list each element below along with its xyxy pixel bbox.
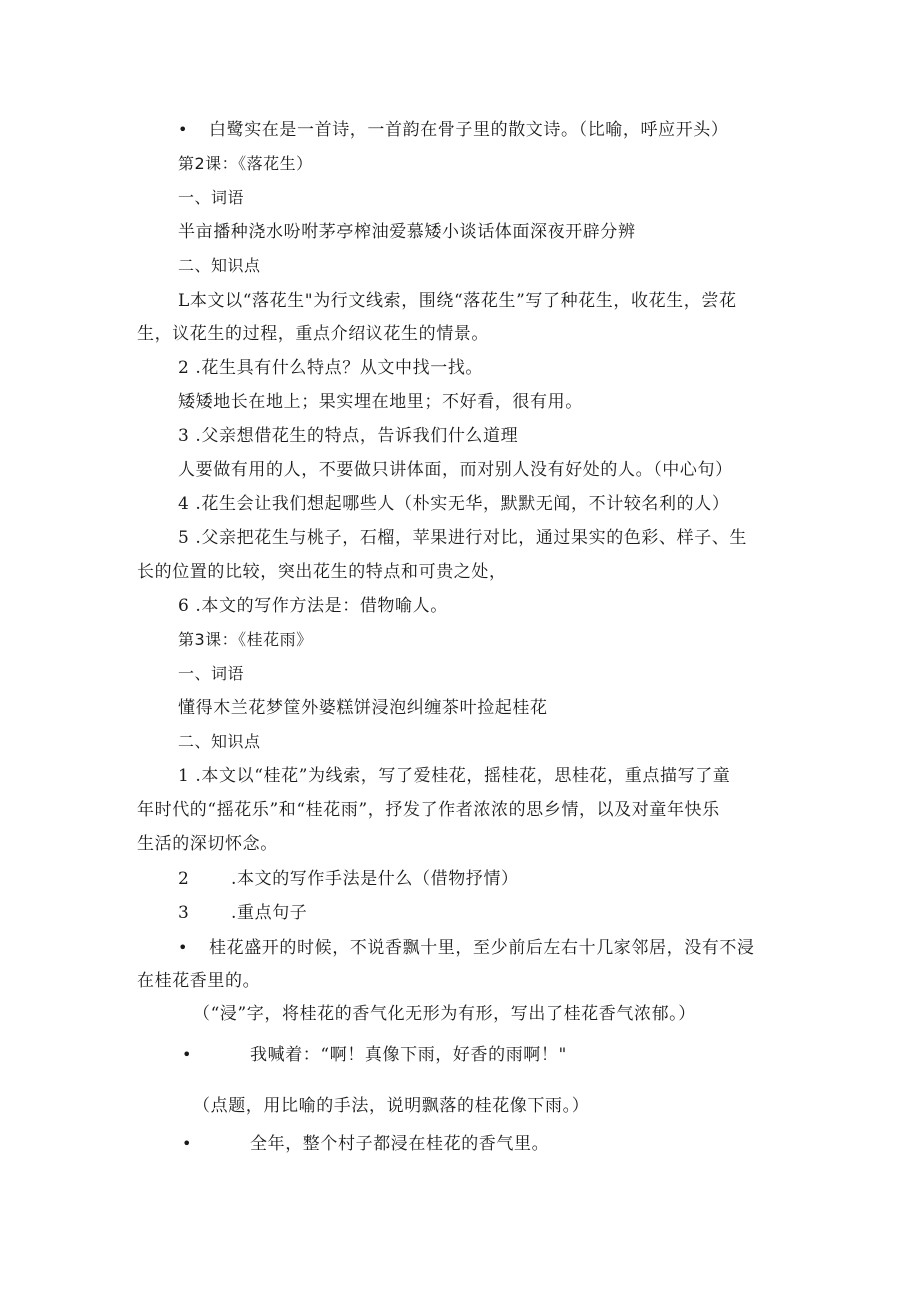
quote1-note: （“浸”字，将桂花的香气化无形为有形，写出了桂花香气浓郁。）	[193, 1004, 696, 1024]
lesson2-point3-answer: 人要做有用的人，不要做只讲体面，而对别人没有好处的人。（中心句）	[178, 460, 733, 480]
bullet-icon: •	[178, 938, 188, 957]
lesson2-point5-line1: 5 .父亲把花生与桃子，石榴，苹果进行对比，通过果实的色彩、样子、生	[178, 528, 748, 548]
lesson3-point2-text: .本文的写作手法是什么（借物抒情）	[231, 869, 519, 889]
lesson2-point1-line2: 生，议花生的过程，重点介绍议花生的情景。	[137, 324, 489, 344]
quote1-line2: 在桂花香里的。	[137, 971, 261, 991]
bullet-icon: •	[182, 1045, 192, 1064]
lesson3-point1-line1: 1 .本文以“桂花”为线索，写了爱桂花，摇桂花，思桂花，重点描写了童	[178, 766, 731, 786]
lesson3-knowledge-heading: 二、知识点	[178, 732, 261, 751]
lesson2-point3-question: 3 .父亲想借花生的特点，告诉我们什么道理	[178, 426, 519, 446]
lesson2-vocab: 半亩播种浇水吩咐茅亭榨油爱慕矮小谈话体面深夜开辟分辨	[178, 222, 636, 242]
lesson3-point2-number: 2	[178, 869, 190, 889]
bullet-icon: •	[182, 1134, 192, 1153]
lesson2-point4: 4 .花生会让我们想起哪些人（朴实无华，默默无闻，不计较名利的人）	[178, 494, 730, 514]
lesson2-point5-line2: 长的位置的比较，突出花生的特点和可贵之处，	[137, 562, 507, 582]
lesson2-vocab-heading: 一、词语	[178, 188, 245, 207]
lesson2-title: 第2课：《落花生）	[178, 154, 313, 173]
lesson3-point1-line2: 年时代的“摇花乐”和“桂花雨”，抒发了作者浓浓的思乡情，以及对童年快乐	[137, 800, 720, 820]
quote1-line1: 桂花盛开的时候，不说香飘十里，至少前后左右十几家邻居，没有不浸	[209, 938, 755, 958]
quote2: 我喊着：“啊！真像下雨，好香的雨啊！"	[250, 1045, 567, 1065]
bullet-icon: •	[178, 120, 188, 139]
lesson3-vocab: 懂得木兰花梦筐外婆糕饼浸泡纠缠茶叶捡起桂花	[178, 698, 548, 718]
lesson3-vocab-heading: 一、词语	[178, 664, 245, 683]
lesson2-knowledge-heading: 二、知识点	[178, 256, 261, 275]
lesson3-title: 第3课：《桂花雨》	[178, 630, 313, 649]
lesson2-point2-question: 2 .花生具有什么特点？从文中找一找。	[178, 358, 484, 378]
lesson2-point6: 6 .本文的写作方法是：借物喻人。	[178, 596, 448, 616]
lesson2-point1-line1: L本文以“落花生"为行文线索，围绕“落花生”写了种花生，收花生，尝花	[178, 291, 737, 311]
quote3: 全年，整个村子都浸在桂花的香气里。	[250, 1134, 550, 1154]
lesson3-point3-number: 3	[178, 903, 190, 923]
lesson3-point1-line3: 生活的深切怀念。	[137, 834, 278, 854]
lesson2-point2-answer: 矮矮地长在地上；果实埋在地里；不好看，很有用。	[178, 392, 583, 412]
quote2-note: （点题，用比喻的手法，说明飘落的桂花像下雨。）	[193, 1096, 590, 1116]
lesson3-point3-text: .重点句子	[231, 903, 308, 923]
lesson1-quote: 白鹭实在是一首诗，一首韵在骨子里的散文诗。（比喻，呼应开头）	[209, 120, 729, 140]
